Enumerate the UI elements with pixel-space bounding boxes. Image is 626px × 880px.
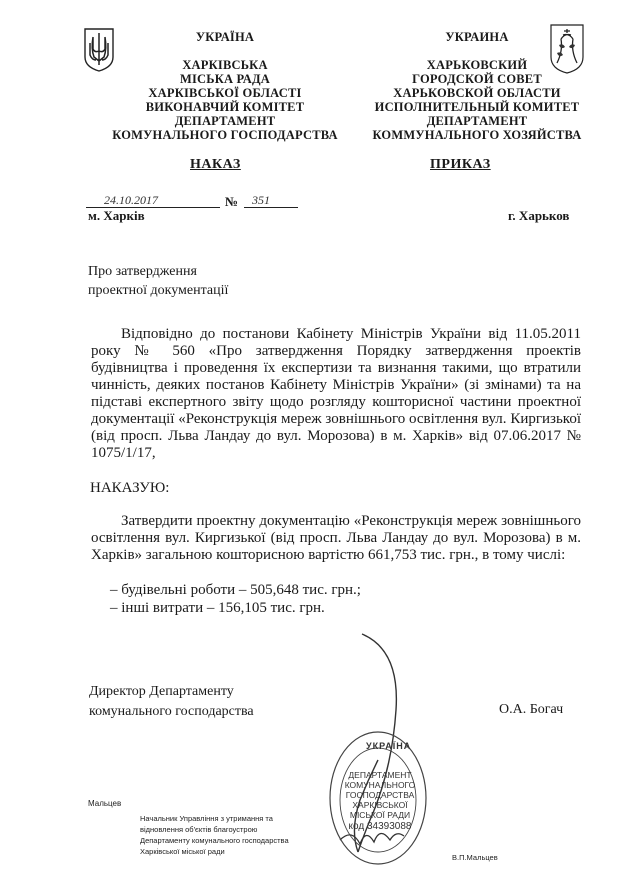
order-date-handwritten: 24.10.2017 [104,193,158,207]
visa-name: В.П.Мальцев [452,853,498,862]
place-ua: м. Харків [88,208,145,223]
subject-line: Про затвердження [88,264,197,279]
header-line: ХАРКІВСЬКОЇ ОБЛАСТІ [148,86,302,100]
stamp-top-text: УКРАЇНА [366,741,412,751]
document-title-ua: НАКАЗ [190,157,241,172]
signatory-name: О.А. Богач [499,702,564,717]
list-item: – будівельні роботи – 505,648 тис. грн.; [110,582,361,598]
document-title-ru: ПРИКАЗ [430,157,491,172]
header-line: УКРАЇНА [195,30,255,44]
header-line: ИСПОЛНИТЕЛЬНЫЙ КОМИТЕТ [374,100,580,114]
header-line: КОММУНАЛЬНОГО ХОЗЯЙСТВА [372,128,582,142]
stamp-line: ХАРКІВСЬКОЇ [352,800,408,810]
subject-line: проектної документації [88,283,229,298]
stamp-line: МІСЬКОЇ РАДИ [349,810,411,820]
header-line: ВИКОНАВЧИЙ КОМІТЕТ [145,100,305,114]
header-line: ГОРОДСКОЙ СОВЕТ [412,72,542,86]
visa-line: Начальник Управління з утримання та [140,814,273,823]
list-item: – інші витрати – 156,105 тис. грн. [110,600,325,616]
place-ru: г. Харьков [508,208,570,223]
header-line: МІСЬКА РАДА [179,72,271,86]
header-line: ДЕПАРТАМЕНТ [426,114,528,128]
order-number-handwritten: 351 [252,193,270,207]
visa-line: Харківської міської ради [140,847,225,856]
stamp-line: ГОСПОДАРСТВА [345,790,415,800]
header-line: ХАРКІВСЬКА [182,58,268,72]
stamp-line: КОМУНАЛЬНОГО [344,780,416,790]
header-ukrainian [100,30,350,142]
author-name: Мальцев [88,799,122,808]
visa-line: відновлення об'єктів благоустрою [140,825,258,834]
position-line: Директор Департаменту [89,684,234,699]
visa-line: Департаменту комунального господарства [140,836,289,845]
stamp-line: ДЕПАРТАМЕНТ [348,770,412,780]
stamp-line: код 34393088 [348,821,412,832]
header-russian [352,30,602,142]
order-number-label: № [225,194,239,209]
header-line: КОМУНАЛЬНОГО ГОСПОДАРСТВА [112,128,338,142]
header-line: ХАРЬКОВСКИЙ [426,58,528,72]
order-word: НАКАЗУЮ: [90,480,170,496]
signatory-position [89,682,254,722]
header-line: УКРАИНА [445,30,509,44]
header-line: ДЕПАРТАМЕНТ [174,114,276,128]
visa-block [140,813,289,857]
approve-paragraph: Затвердити проектну документацію «Реконструкція мереж зовнішнього освітлення вул. Киргизької (від просп. Льва Ландау до вул. Морозова) в м. Харків» загальною кошторисною вартістю 661,753 тис. грн., в тому числі: [91,513,581,563]
stamp-text [340,770,420,832]
position-line: комунального господарства [89,704,254,719]
header-line: ХАРЬКОВСКОЙ ОБЛАСТИ [393,86,561,100]
subject [88,262,228,300]
cost-items [110,581,361,617]
main-paragraph: Відповідно до постанови Кабінету Міністрів України від 11.05.2011 року № 560 «Про затвердження Порядку затвердження проектів будівництва і проведення їх експертизи та визнання такими, що втратили чинність, деяких постанов Кабінету Міністрів України» (зі змінами) та на підставі експертного звіту щодо розгляду кошторисної частини проектної документації «Реконструкція мереж зовнішнього освітлення вул. Киргизької (від просп. Льва Ландау до вул. Морозова) в м. Харків» від 07.06.2017 № 1075/1/17, [91,326,581,461]
